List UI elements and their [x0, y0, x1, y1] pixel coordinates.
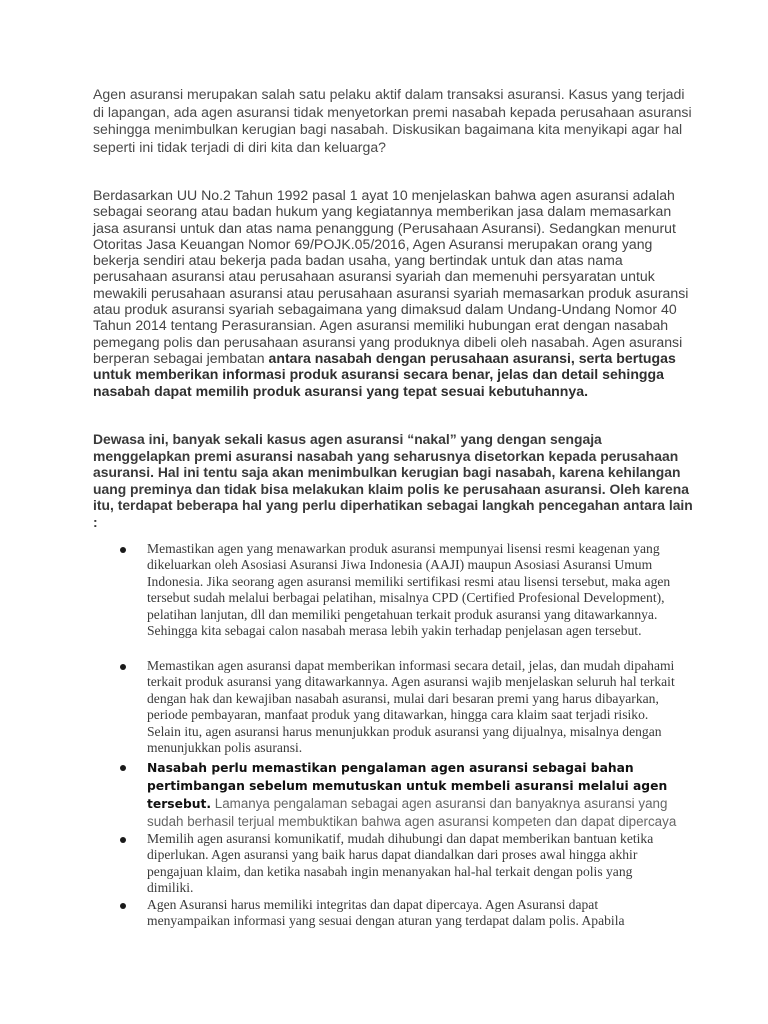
list-item-bold-text: Nasabah perlu memastikan pengalaman agen asuransi sebagai bahan pertimbangan sebelum memutuskan untuk membeli asuransi melalui agen tersebut.	[147, 761, 668, 811]
list-item-text: Agen Asuransi harus memiliki integritas dan dapat dipercaya. Agen Asuransi dapat menyampaikan informasi yang sesuai dengan aturan yang terdapat dalam polis. Apabila	[147, 897, 625, 929]
answer-intro-text: Berdasarkan UU No.2 Tahun 1992 pasal 1 ayat 10 menjelaskan bahwa agen asuransi adalah sebagai seorang atau badan hukum yang kegiatannya memberikan jasa dalam memasarkan jasa asuransi untuk dan atas nama penanggung (Perusahaan Asuransi). Sedangkan menurut Otoritas Jasa Keuangan Nomor 69/POJK.05/2016, Agen Asuransi merupakan orang yang bekerja sendiri atau bekerja pada badan usaha, yang bertindak untuk dan atas nama perusahaan asuransi atau perusahaan asuransi syariah dan memenuhi persyaratan untuk mewakili perusahaan asuransi atau perusahaan asuransi syariah memasarkan produk asuransi atau produk asuransi syariah sebagaimana yang dimaksud dalam Undang-Undang Nomor 40 Tahun 2014 tentang Perasuransian. Agen asuransi memiliki hubungan erat dengan nasabah pemegang polis dan perusahaan asuransi yang produknya dibeli oleh nasabah. Agen asuransi berperan sebagai jembatan	[93, 187, 689, 366]
bullet-icon	[120, 837, 126, 843]
list-item-text: Lamanya pengalaman sebagai agen asuransi dan banyaknya asuransi yang sudah berhasil terjual membuktikan bahwa agen asuransi kompeten dan dapat dipercaya	[147, 796, 677, 829]
bullet-icon	[120, 664, 126, 670]
list-item-text: Memilih agen asuransi komunikatif, mudah dihubungi dan dapat memberikan bantuan ketika diperlukan. Agen asuransi yang baik harus dapat diandalkan dari proses awal hingga akhir pengajuan klaim, dan ketika nasabah ingin menanyakan hal-hal terkait dengan polis yang dimiliki.	[147, 831, 654, 896]
bullet-icon	[120, 903, 126, 909]
list-item	[120, 759, 680, 831]
answer-cases-paragraph	[93, 431, 693, 531]
answer-cases-text: Dewasa ini, banyak sekali kasus agen asuransi “nakal” yang dengan sengaja menggelapkan premi asuransi nasabah yang seharusnya disetorkan kepada perusahaan asuransi. Hal ini tentu saja akan menimbulkan kerugian bagi nasabah, karena kehilangan uang preminya dan tidak bisa melakukan klaim polis ke perusahaan asuransi. Oleh karena itu, terdapat beberapa hal yang perlu diperhatikan sebagai langkah pencegahan antara lain :	[93, 431, 693, 530]
list-item-text: Memastikan agen yang menawarkan produk asuransi mempunyai lisensi resmi keagenan yang dikeluarkan oleh Asosiasi Asuransi Jiwa Indonesia (AAJI) maupun Asosiasi Asuransi Umum Indonesia. Jika seorang agen asuransi memiliki sertifikasi resmi atau lisensi tersebut, maka agen tersebut sudah melalui berbagai pelatihan, misalnya CPD (Certified Profesional Development), pelatihan lanjutan, dll dan memiliki pengetahuan terkait produk asuransi yang ditawarkannya. Sehingga kita sebagai calon nasabah merasa lebih yakin terhadap penjelasan agen tersebut.	[147, 541, 671, 639]
answer-intro-paragraph	[93, 187, 693, 399]
list-item-text: Memastikan agen asuransi dapat memberikan informasi secara detail, jelas, dan mudah dipahami terkait produk asuransi yang ditawarkannya. Agen asuransi wajib menjelaskan seluruh hal terkait dengan hak dan kewajiban nasabah asuransi, mulai dari besaran premi yang harus dibayarkan, periode pembayaran, manfaat produk yang ditawarkan, hingga cara klaim saat terjadi risiko. Selain itu, agen asuransi harus menunjukkan produk asuransi yang dijualnya, misalnya dengan menunjukkan polis asuransi.	[147, 658, 675, 756]
list-item	[120, 658, 680, 759]
list-item	[120, 541, 680, 658]
discussion-question	[93, 86, 693, 156]
list-item	[120, 831, 680, 897]
answer-intro-bold-text: antara nasabah dengan perusahaan asuransi, serta bertugas untuk memberikan informasi produk asuransi secara benar, jelas dan detail sehingga nasabah dapat memilih produk asuransi yang tepat sesuai kebutuhannya.	[93, 349, 676, 399]
prevention-list	[120, 541, 680, 930]
bullet-icon	[120, 765, 126, 771]
question-text: Agen asuransi merupakan salah satu pelaku aktif dalam transaksi asuransi. Kasus yang terjadi di lapangan, ada agen asuransi tidak menyetorkan premi nasabah kepada perusahaan asuransi sehingga menimbulkan kerugian bagi nasabah. Diskusikan bagaimana kita menyikapi agar hal seperti ini tidak terjadi di diri kita dan keluarga?	[93, 86, 692, 155]
list-item	[120, 897, 680, 930]
bullet-icon	[120, 547, 126, 553]
